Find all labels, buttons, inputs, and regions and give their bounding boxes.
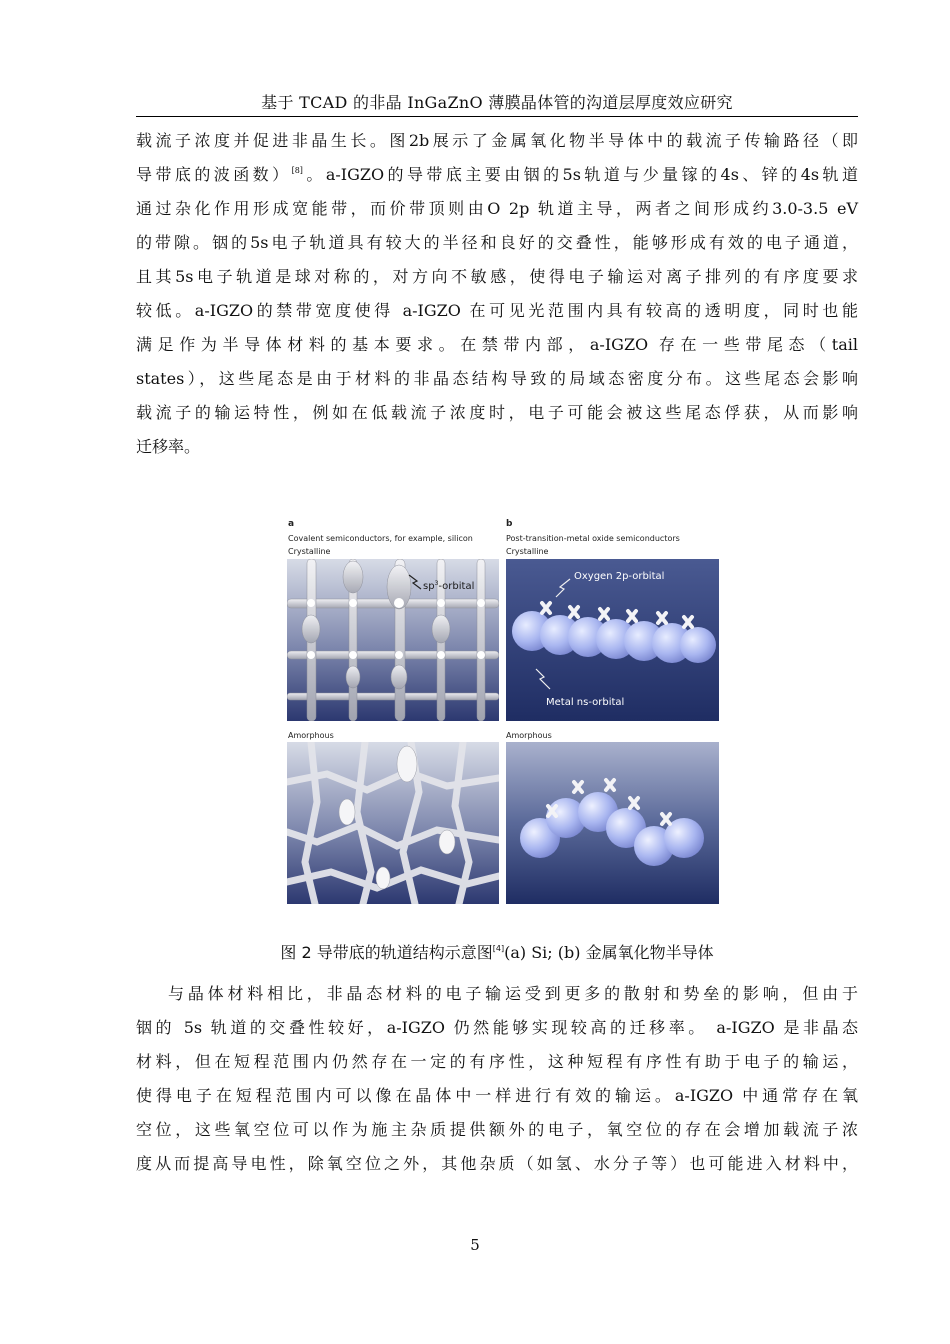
caption-prefix: 图 2 导带底的轨道结构示意图 [280, 943, 493, 962]
paragraph-line: 空位，这些氧空位可以作为施主杂质提供额外的电子，氧空位的存在会增加载流子浓 [136, 1120, 858, 1139]
sp3-orbital-label: $sp^3$-orbital [423, 580, 475, 592]
caption-citation: [4] [492, 944, 505, 953]
paragraph-line: 使得电子在短程范围内可以像在晶体中一样进行有效的输运。a-IGZO 中通常存在氧 [136, 1086, 858, 1105]
header-rule [136, 116, 858, 117]
paragraph-line: 载流子浓度并促进非晶生长。图2b展示了金属氧化物半导体中的载流子传输路径（即 [136, 131, 858, 150]
figure-caption [136, 940, 858, 963]
paragraph-line: 的带隙。铟的5s电子轨道具有较大的半径和良好的交叠性，能够形成有效的电子通道， [136, 233, 858, 252]
oxygen-orbital-label: Oxygen 2p-orbital [574, 571, 665, 582]
text-run: 导带底的波函数） [136, 165, 292, 184]
page-number: 5 [470, 1236, 480, 1254]
oxide-amorphous-network [506, 742, 719, 904]
citation: [8] [291, 166, 303, 175]
oxide-crystalline-lattice [506, 559, 719, 721]
panel-a-title: Covalent semiconductors, for example, silicon [288, 534, 473, 543]
paragraph-line: 迁移率。 [136, 437, 201, 456]
panel-a-amorphous-image [287, 742, 499, 904]
panel-b-letter: b [506, 519, 513, 529]
panel-a-crystalline-label: Crystalline [288, 547, 331, 556]
panel-a-letter: a [288, 519, 295, 529]
panel-b-title: Post-transition-metal oxide semiconductors [506, 534, 680, 543]
paragraph-line: 铟的 5s 轨道的交叠性较好，a-IGZO 仍然能够实现较高的迁移率。 a-IGZO 是非晶态 [136, 1018, 858, 1037]
paragraph-line: 材料，但在短程范围内仍然存在一定的有序性，这种短程有序性有助于电子的输运， [136, 1052, 858, 1071]
panel-b-crystalline-image [506, 559, 719, 721]
panel-b-amorphous-image [506, 742, 719, 904]
panel-b-amorphous-label: Amorphous [506, 731, 552, 740]
running-header: 基于 TCAD 的非晶 InGaZnO 薄膜晶体管的沟道层厚度效应研究 [261, 93, 733, 112]
paragraph-line: 满足作为半导体材料的基本要求。在禁带内部，a-IGZO 存在一些带尾态（tail [136, 335, 858, 354]
paragraph-line: 通过杂化作用形成宽能带，而价带顶则由O 2p 轨道主导，两者之间形成约3.0-3.5 eV [136, 199, 858, 218]
paragraph-line [136, 158, 858, 192]
paragraph-line: 载流子的输运特性，例如在低载流子浓度时，电子可能会被这些尾态俘获，从而影响 [136, 403, 858, 422]
paragraph-line: 度从而提高导电性，除氧空位之外，其他杂质（如氢、水分子等）也可能进入材料中， [136, 1154, 858, 1173]
metal-orbital-label: Metal ns-orbital [546, 697, 625, 708]
caption-suffix: 金属氧化物半导体 [585, 943, 714, 962]
paragraph-line: 较低。a-IGZO的禁带宽度使得 a-IGZO 在可见光范围内具有较高的透明度，同时也能 [136, 301, 858, 320]
panel-a-amorphous-label: Amorphous [288, 731, 334, 740]
orbital-figure [285, 516, 721, 906]
caption-mid: (a) Si; (b) [504, 943, 586, 962]
paragraph-line: 且其5s电子轨道是球对称的，对方向不敏感，使得电子输运对离子排列的有序度要求 [136, 267, 858, 286]
silicon-crystalline-lattice [287, 559, 499, 721]
panel-a-crystalline-image [287, 559, 499, 721]
panel-b-crystalline-label: Crystalline [506, 547, 549, 556]
paragraph-1 [136, 124, 858, 464]
text-run: 。a-IGZO的导带底主要由铟的5s轨道与少量镓的4s、锌的4s轨道 [302, 165, 858, 184]
silicon-amorphous-network [287, 742, 499, 904]
paragraph-line: 与晶体材料相比，非晶态材料的电子输运受到更多的散射和势垒的影响，但由于 [168, 984, 858, 1003]
paragraph-2 [136, 977, 858, 1181]
paragraph-line: states），这些尾态是由于材料的非晶态结构导致的局域态密度分布。这些尾态会影响 [136, 369, 858, 388]
